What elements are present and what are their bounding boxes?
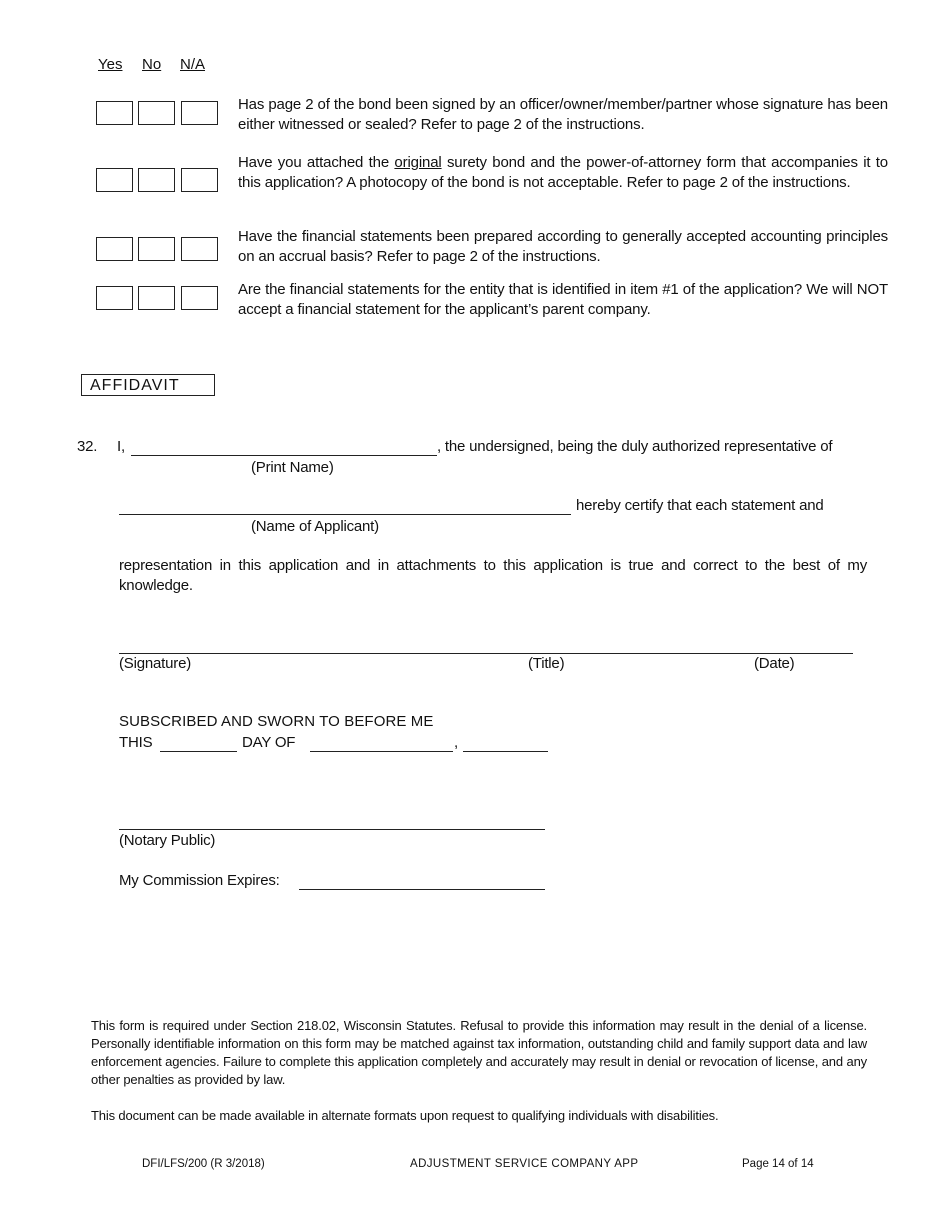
form-title: ADJUSTMENT SERVICE COMPANY APP bbox=[410, 1158, 639, 1170]
q2-text-part: Have you attached the bbox=[238, 154, 395, 171]
q3-no-checkbox[interactable] bbox=[138, 237, 175, 261]
no-column-header: No bbox=[142, 56, 162, 73]
representation-paragraph: representation in this application and in attachments to this application is true and correct to the best of my knowledge. bbox=[119, 557, 867, 594]
signature-label: (Signature) bbox=[119, 655, 192, 672]
statute-notice: This form is required under Section 218.02, Wisconsin Statutes. Refusal to provide this information may result in the denial of a license. Personally identifiable information on this form may be matched against tax information, outstanding child and family support data and law enforcement agencies. Failure to complete this application completely and accurately may result in denial or revocation of license, and any other penalties as provided by law. bbox=[91, 1018, 867, 1087]
affidavit-heading: AFFIDAVIT bbox=[81, 374, 215, 396]
q3-text-part: Have the financial statements been prepared according to generally accepted accounting principles on an accrual basis? Refer to page 2 of the instructions. bbox=[238, 228, 888, 265]
i-label: I, bbox=[117, 438, 125, 455]
na-column-header: N/A bbox=[180, 56, 206, 73]
commission-expires-line[interactable] bbox=[299, 889, 545, 890]
title-label: (Title) bbox=[528, 655, 565, 672]
q2-na-checkbox[interactable] bbox=[181, 168, 218, 192]
q4-yes-checkbox[interactable] bbox=[96, 286, 133, 310]
q3-text bbox=[238, 227, 888, 266]
q1-na-checkbox[interactable] bbox=[181, 101, 218, 125]
form-id: DFI/LFS/200 (R 3/2018) bbox=[142, 1158, 265, 1170]
print-name-line[interactable] bbox=[131, 455, 437, 456]
q4-na-checkbox[interactable] bbox=[181, 286, 218, 310]
year-line[interactable] bbox=[463, 751, 548, 752]
q4-no-checkbox[interactable] bbox=[138, 286, 175, 310]
notary-signature-line[interactable] bbox=[119, 829, 545, 830]
page-number: Page 14 of 14 bbox=[742, 1158, 814, 1170]
signature-title-date-line[interactable] bbox=[119, 653, 853, 654]
this-label: THIS bbox=[119, 734, 153, 751]
month-line[interactable] bbox=[310, 751, 453, 752]
q3-na-checkbox[interactable] bbox=[181, 237, 218, 261]
notary-public-label: (Notary Public) bbox=[119, 832, 216, 849]
name-of-applicant-label: (Name of Applicant) bbox=[251, 518, 379, 535]
certify-text: hereby certify that each statement and bbox=[576, 497, 824, 514]
q4-text-part: Are the financial statements for the entity that is identified in item #1 of the application? We will NOT accept a financial statement for the applicant’s parent company. bbox=[238, 281, 888, 318]
q1-no-checkbox[interactable] bbox=[138, 101, 175, 125]
applicant-name-line[interactable] bbox=[119, 514, 571, 515]
date-label: (Date) bbox=[754, 655, 795, 672]
q2-no-checkbox[interactable] bbox=[138, 168, 175, 192]
representative-text: , the undersigned, being the duly authorized representative of bbox=[437, 438, 833, 455]
date-comma: , bbox=[454, 734, 458, 751]
q1-yes-checkbox[interactable] bbox=[96, 101, 133, 125]
commission-expires-label: My Commission Expires: bbox=[119, 872, 280, 889]
q4-text bbox=[238, 280, 888, 319]
item-number: 32. bbox=[77, 438, 98, 455]
day-of-label: DAY OF bbox=[242, 734, 296, 751]
accessibility-notice: This document can be made available in alternate formats upon request to qualifying individuals with disabilities. bbox=[91, 1108, 719, 1123]
print-name-label: (Print Name) bbox=[251, 459, 334, 476]
day-number-line[interactable] bbox=[160, 751, 237, 752]
yes-column-header: Yes bbox=[98, 56, 123, 73]
subscribed-sworn-text: SUBSCRIBED AND SWORN TO BEFORE ME bbox=[119, 713, 434, 730]
q2-text-part: surety bond and the power-of-attorney form that accompanies it to this application? A photocopy of the bond is not acceptable. Refer to page 2 of the instructions. bbox=[238, 154, 888, 191]
q2-text bbox=[238, 153, 888, 192]
q2-text-emphasis: original bbox=[394, 154, 442, 171]
q2-yes-checkbox[interactable] bbox=[96, 168, 133, 192]
q3-yes-checkbox[interactable] bbox=[96, 237, 133, 261]
q1-text bbox=[238, 95, 888, 134]
q1-text-part: Has page 2 of the bond been signed by an officer/owner/member/partner whose signature has been either witnessed or sealed? Refer to page 2 of the instructions. bbox=[238, 96, 888, 133]
